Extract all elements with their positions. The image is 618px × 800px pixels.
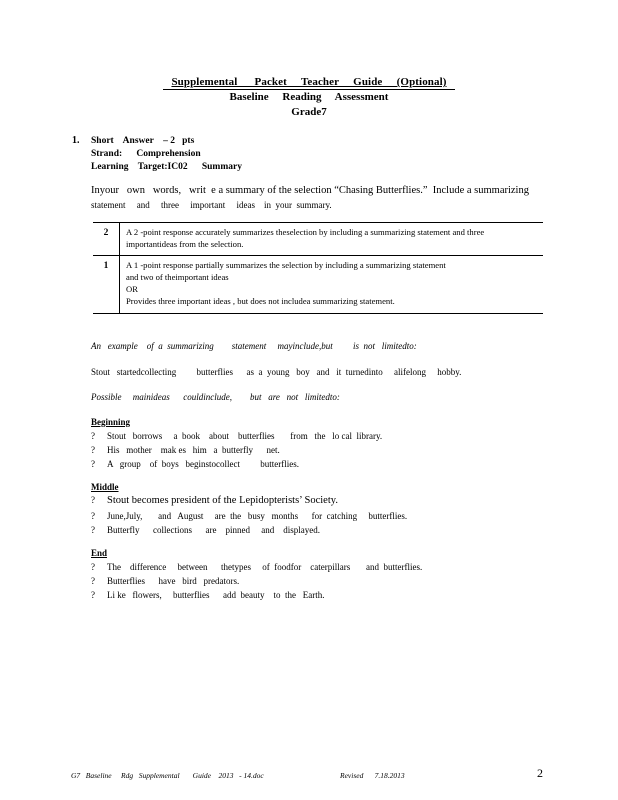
bullet-icon: ? [91, 495, 95, 505]
list-item-text: A group of boys beginstocollect butterflies. [107, 459, 299, 469]
bullet-icon: ? [91, 576, 95, 586]
list-item-text: The difference between thetypes of foodfor caterpillars and butterflies. [107, 562, 423, 572]
list-item-text: His mother mak es him a butterfly net. [107, 445, 280, 455]
list-item-text: Stout borrows a book about butterflies from the lo cal library. [107, 431, 383, 441]
list-item [91, 444, 280, 456]
list-item [91, 510, 407, 522]
rubric-row-2-points [93, 222, 543, 255]
bullet-icon: ? [91, 525, 95, 535]
section-middle-title: Middle [91, 482, 119, 492]
question-type: Short Answer – 2 pts [91, 136, 195, 146]
question-prompt: Inyour own words, writ e a summary of the selection “Chasing Butterflies.” Include a summarizing [91, 185, 529, 196]
bullet-icon: ? [91, 590, 95, 600]
header-line-3: Grade7 [291, 106, 327, 118]
rubric-description: A 2 -point response accurately summarizes theselection by including a summarizing statement and three importantideas from the selection. [126, 227, 485, 249]
bullet-icon: ? [91, 511, 95, 521]
list-item [91, 430, 382, 442]
rubric-description [126, 256, 543, 312]
scoring-rubric [93, 222, 543, 314]
example-statement: Stout startedcollecting butterflies as a young boy and it turnedinto alifelong hobby. [91, 367, 462, 377]
list-item [91, 524, 320, 536]
list-item-text: June,July, and August are the busy months for catching butterflies. [107, 511, 408, 521]
rubric-line: Provides three important ideas , but does not includea summarizing statement. [126, 296, 395, 306]
header-line-2: Baseline Reading Assessment [229, 91, 389, 103]
bullet-icon: ? [91, 562, 95, 572]
list-item-text: Stout becomes president of the Lepidopterists’ Society. [107, 495, 338, 506]
example-intro: An example of a summarizing statement mayinclude,but is not limitedto: [91, 341, 417, 351]
list-item [91, 589, 324, 601]
list-item [91, 575, 239, 587]
list-item-text: Butterflies have bird predators. [107, 576, 240, 586]
rubric-line: A 1 -point response partially summarizes the selection by including a summarizing statement [126, 260, 446, 270]
rubric-divider [119, 256, 120, 313]
rubric-score: 1 [103, 261, 109, 271]
question-strand: Strand: Comprehension [91, 149, 201, 159]
bullet-icon: ? [91, 431, 95, 441]
list-item [91, 458, 299, 470]
rubric-divider [119, 223, 120, 255]
rubric-or: OR [126, 284, 138, 294]
header-title [0, 76, 618, 89]
bullet-icon: ? [91, 445, 95, 455]
question-learning-target: Learning Target:IC02 Summary [91, 162, 242, 172]
bullet-icon: ? [91, 459, 95, 469]
list-item [91, 494, 338, 507]
header-rule [163, 89, 455, 90]
footer-filename: G7 Baseline Rdg Supplemental Guide 2013 - 14.doc [71, 771, 264, 780]
question-number: 1. [72, 135, 80, 146]
section-end-title: End [91, 548, 108, 558]
list-item [91, 561, 422, 573]
header-line-1: Supplemental Packet Teacher Guide (Optional) [171, 76, 447, 88]
rubric-row-1-point [93, 255, 543, 314]
section-beginning-title: Beginning [91, 417, 131, 427]
list-item-text: Li ke flowers, butterflies add beauty to the Earth. [107, 590, 325, 600]
question-prompt-line-2: statement and three important ideas in your summary. [91, 200, 332, 210]
page-number: 2 [537, 766, 543, 780]
list-item-text: Butterfly collections are pinned and displayed. [107, 525, 320, 535]
possible-ideas-intro: Possible mainideas couldinclude, but are not limitedto: [91, 392, 340, 402]
rubric-score: 2 [103, 228, 109, 238]
rubric-line: and two of theimportant ideas [126, 272, 229, 282]
footer-revised: Revised 7.18.2013 [340, 771, 405, 780]
